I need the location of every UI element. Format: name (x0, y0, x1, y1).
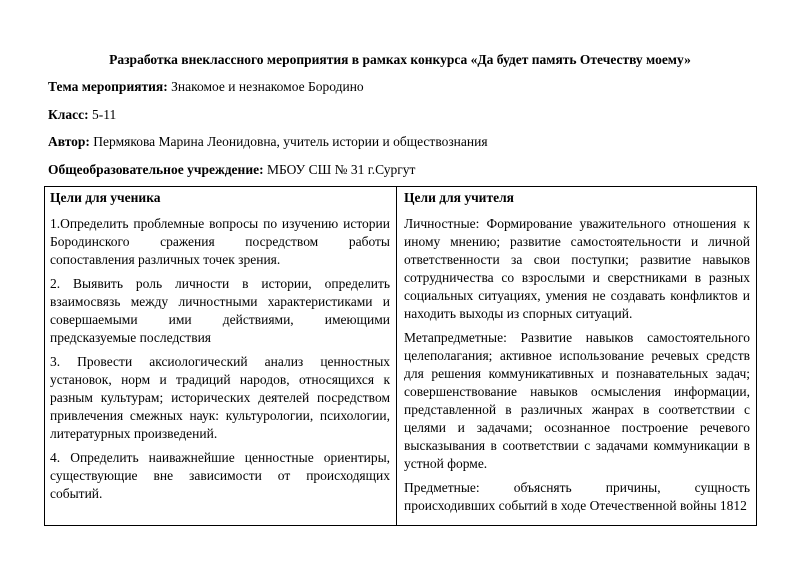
meta-line-author (48, 134, 756, 151)
student-goal-3: 3. Провести аксиологический анализ ценностных установок, норм и традиций народов, относящихся к разным культурам; исторических деятелей посредством привлечения смежных наук: культурологии, психологии, литературных произведений. (50, 354, 391, 441)
teacher-goals-cell (396, 187, 756, 525)
teacher-goal-metasubject: Метапредметные: Развитие навыков самостоятельного целеполагания; активное использование речевых средств для решения коммуникативных и познавательных задач; совершенствование навыков осмысления информации, представленной в различных жанрах в соответствии с целями и задачами; осознанное построение речевого высказывания в соответствии с задачами коммуникации в устной форме. (404, 330, 750, 471)
meta-label-author: Автор: (48, 134, 90, 149)
meta-line-class (48, 107, 756, 124)
teacher-goal-personal: Личностные: Формирование уважительного отношения к иному мнению; развитие самостоятельности и личной ответственности за свои поступки; развитие навыков сотрудничества со взрослыми и сверстниками в разных социальных ситуациях, умения не создавать конфликтов и находить выходы из спорных ситуаций. (404, 216, 750, 321)
meta-section (48, 79, 756, 178)
meta-value-institution: МБОУ СШ № 31 г.Сургут (266, 161, 416, 177)
student-goal-1: 1.Определить проблемные вопросы по изучению истории Бородинского сражения посредством работы сопоставления различных точек зрения. (50, 216, 391, 267)
meta-line-topic (48, 79, 756, 96)
student-goals-cell (45, 187, 396, 525)
teacher-goal-subject: Предметные: объяснять причины, сущность происходивших событий в ходе Отечественной войны 1812 (404, 480, 750, 513)
goals-table (44, 186, 757, 526)
document-title: Разработка внеклассного мероприятия в рамках конкурса «Да будет память Отечеству моему» (109, 52, 691, 67)
meta-value-topic: Знакомое и незнакомое Бородино (171, 79, 364, 94)
student-goal-2: 2. Выявить роль личности в истории, определить взаимосвязь между личностными характеристиками и совершаемыми ими действиями, имеющими предсказуемые последствия (50, 276, 391, 345)
meta-label-institution: Общеобразовательное учреждение: (48, 161, 264, 177)
document-page (0, 52, 800, 566)
meta-value-class: 5-11 (91, 106, 117, 122)
meta-label-class: Класс: (48, 106, 89, 122)
meta-label-topic: Тема мероприятия: (48, 79, 168, 94)
student-goals-header: Цели для ученика (50, 190, 161, 205)
meta-line-institution (48, 162, 756, 179)
teacher-goals-header: Цели для учителя (404, 190, 514, 205)
meta-value-author: Пермякова Марина Леонидовна, учитель истории и обществознания (93, 134, 488, 149)
student-goal-4: 4. Определить наиважнейшие ценностные ориентиры, существующие вне зависимости от происходящих событий. (50, 450, 391, 501)
